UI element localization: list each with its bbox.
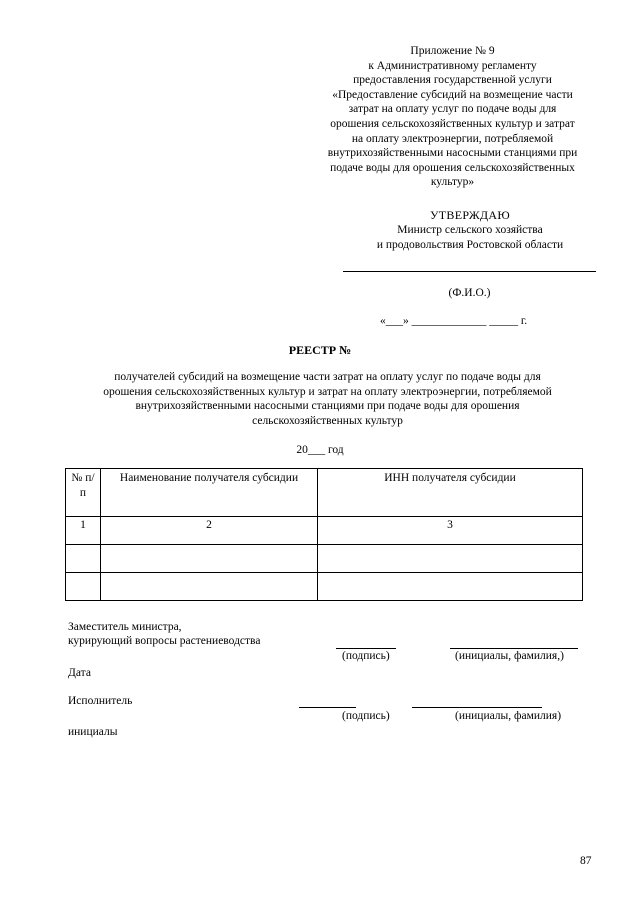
table-row <box>66 517 583 545</box>
table-cell <box>101 545 318 573</box>
deputy-name-line <box>450 648 578 649</box>
header-inn: ИНН получателя субсидии <box>318 469 583 517</box>
approval-position-line: и продовольствия Ростовской области <box>376 239 564 251</box>
deputy-signature-caption: (подпись) <box>342 650 390 662</box>
register-year: 20___ год <box>296 444 344 456</box>
register-description-line: внутрихозяйственными насосными станциями при подаче воды для орошения <box>135 400 520 412</box>
table-cell <box>66 573 101 601</box>
annex-block <box>300 44 605 190</box>
table-cell <box>318 545 583 573</box>
executor-name-line <box>412 707 542 708</box>
executor-label: Исполнитель <box>68 695 133 707</box>
table-cell: 3 <box>318 517 583 545</box>
register-description <box>60 370 595 428</box>
register-title: РЕЕСТР № <box>288 343 352 357</box>
approval-heading: УТВЕРЖДАЮ <box>429 208 511 222</box>
annex-line: орошения сельскохозяйственных культур и затрат <box>330 117 575 130</box>
table-row <box>66 545 583 573</box>
minister-signature-line <box>343 271 596 272</box>
initials-label: инициалы <box>68 726 118 738</box>
table-cell: 2 <box>101 517 318 545</box>
annex-line: подаче воды для орошения сельскохозяйственных <box>330 161 575 174</box>
register-description-line: орошения сельскохозяйственных культур и затрат на оплату электроэнергии, потребляемой <box>103 385 552 398</box>
deputy-line: Заместитель министра, <box>68 621 182 633</box>
annex-line: предоставления государственной услуги <box>353 74 552 87</box>
table-cell <box>66 545 101 573</box>
approval-date-line: «___» _____________ _____ г. <box>380 315 528 327</box>
annex-line: культур» <box>430 176 475 189</box>
table-cell: 1 <box>66 517 101 545</box>
deputy-signature-line <box>336 648 396 649</box>
approval-position-line: Министр сельского хозяйства <box>397 224 543 236</box>
table-row <box>66 573 583 601</box>
executor-signature-caption: (подпись) <box>342 710 390 722</box>
deputy-name-caption: (инициалы, фамилия,) <box>455 650 564 662</box>
register-description-line: сельскохозяйственных культур <box>252 414 403 427</box>
page-number: 87 <box>580 855 592 867</box>
annex-line: внутрихозяйственными насосными станциями при <box>327 147 578 160</box>
header-number: № п/п <box>66 469 101 517</box>
annex-line: затрат на оплату услуг по подаче воды для <box>348 103 557 116</box>
register-table <box>65 468 583 601</box>
deputy-line: курирующий вопросы растениеводства <box>68 635 261 647</box>
executor-name-caption: (инициалы, фамилия) <box>455 710 562 722</box>
annex-line: «Предоставление субсидий на возмещение части <box>332 88 573 101</box>
annex-line: к Административному регламенту <box>368 59 537 72</box>
annex-line: Приложение № 9 <box>410 45 495 57</box>
table-cell <box>101 573 318 601</box>
register-description-line: получателей субсидий на возмещение части затрат на оплату услуг по подаче воды для <box>114 371 541 383</box>
table-header-row <box>66 469 583 517</box>
date-label: Дата <box>68 667 91 679</box>
deputy-title <box>68 620 260 648</box>
table-cell <box>318 573 583 601</box>
approval-block <box>340 208 600 253</box>
minister-fio-caption: (Ф.И.О.) <box>448 287 491 299</box>
annex-line: на оплату электроэнергии, потребляемой <box>351 132 554 145</box>
header-recipient-name: Наименование получателя субсидии <box>101 469 318 517</box>
executor-signature-line <box>299 707 356 708</box>
